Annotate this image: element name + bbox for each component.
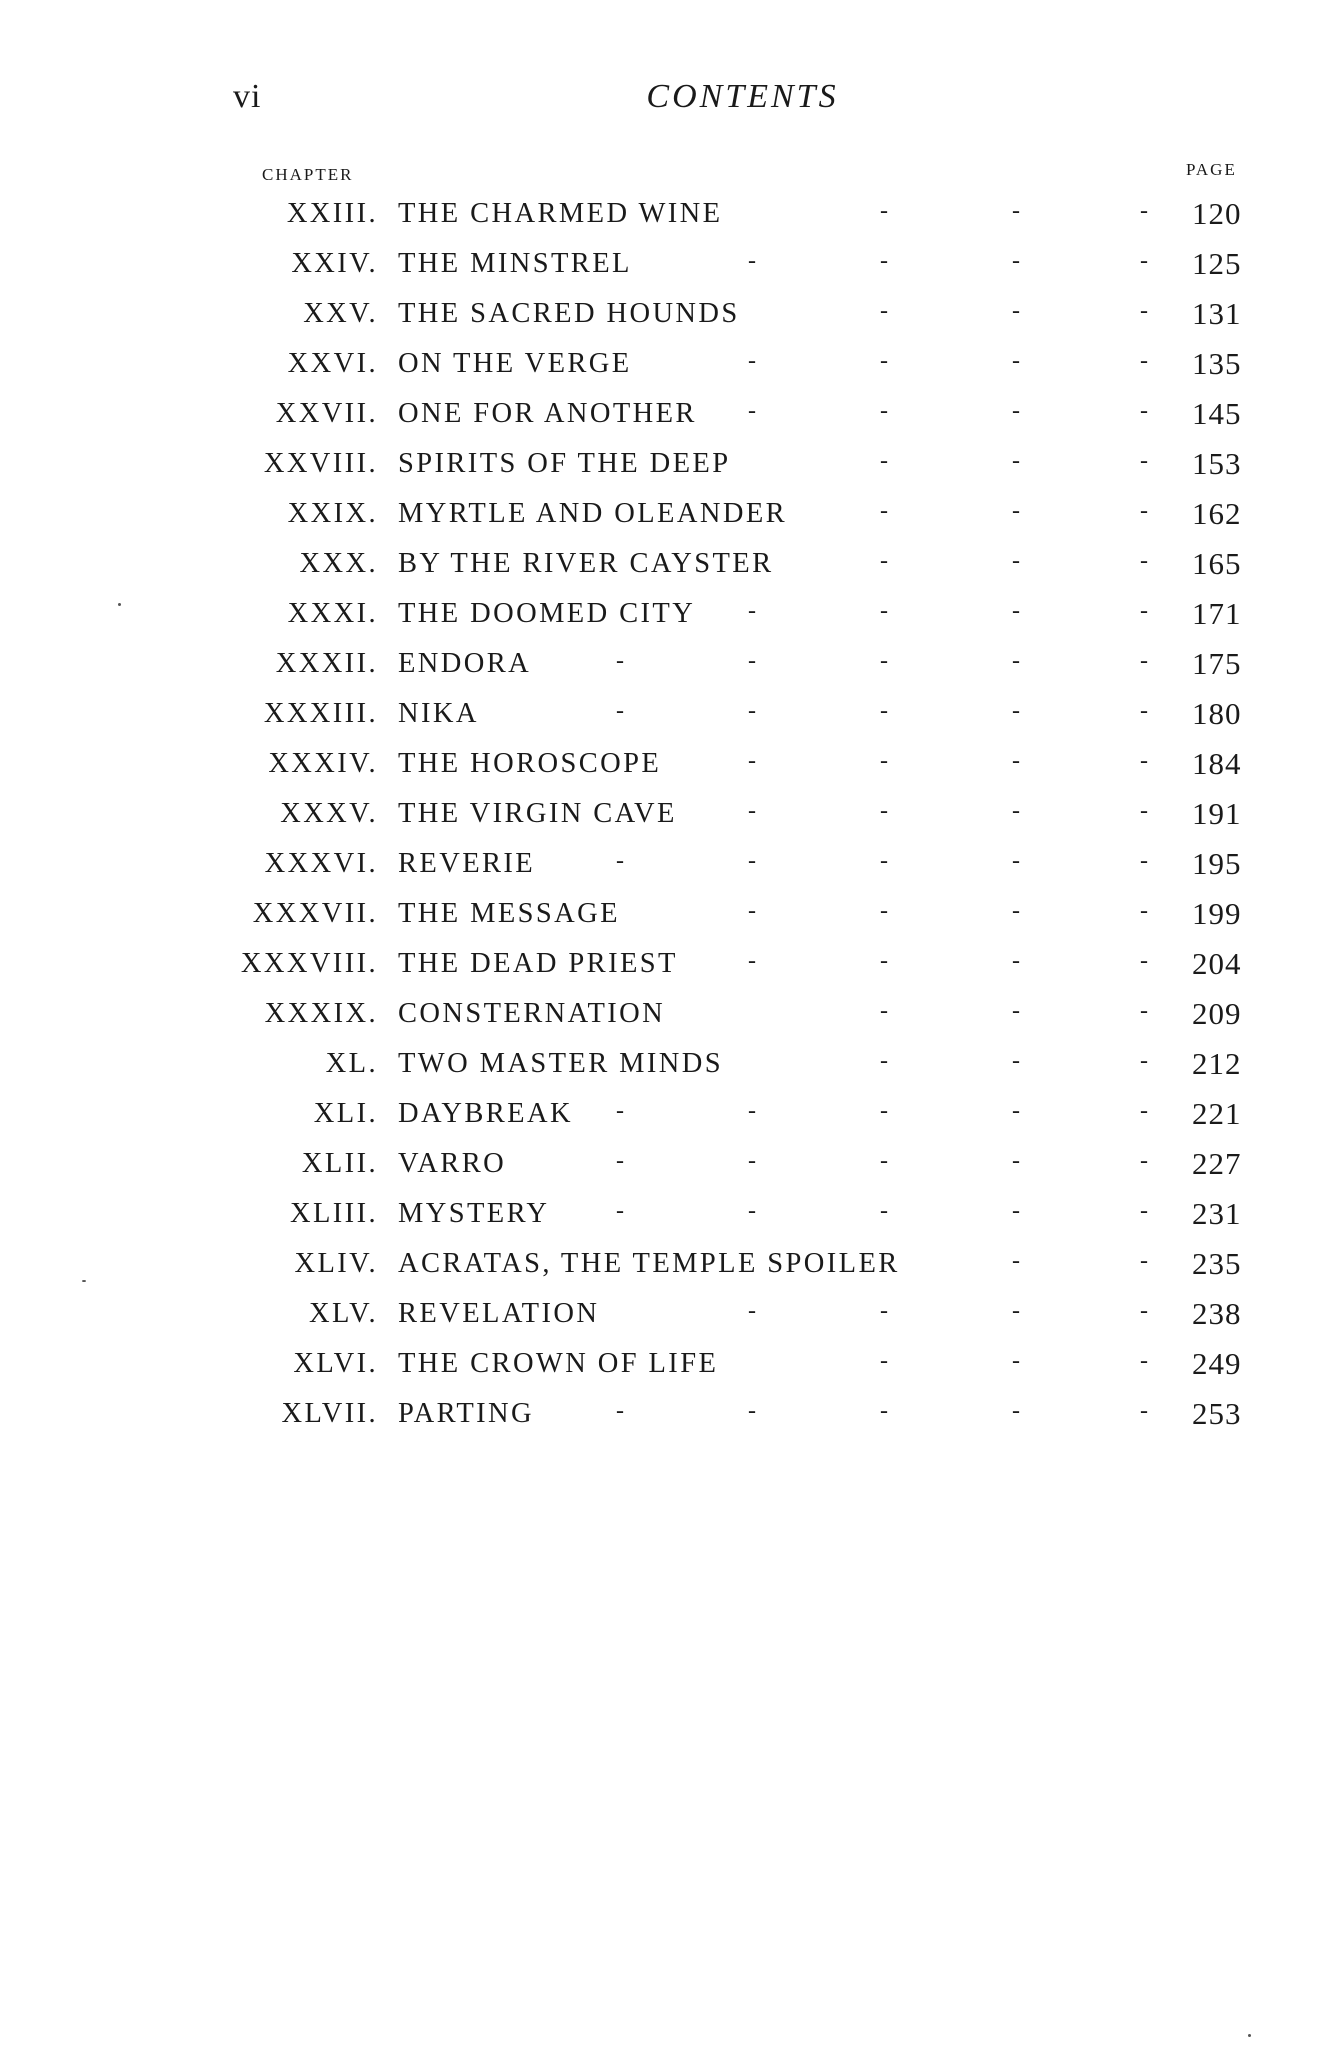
folio-page-number: vi bbox=[233, 78, 262, 115]
leader-dash: - bbox=[1012, 748, 1023, 774]
leader-dash: - bbox=[1140, 448, 1151, 474]
leader-dash: - bbox=[1012, 898, 1023, 924]
leader-dash: - bbox=[880, 1048, 891, 1074]
leader-dash: - bbox=[748, 248, 759, 274]
leader-dash: - bbox=[880, 498, 891, 524]
chapter-title: MYRTLE AND OLEANDER bbox=[398, 498, 788, 529]
chapter-number: XLV. bbox=[308, 1298, 378, 1329]
leader-dash: - bbox=[1012, 1048, 1023, 1074]
paper-speck bbox=[118, 603, 121, 606]
leader-dash: - bbox=[1012, 848, 1023, 874]
toc-entry bbox=[0, 1242, 1325, 1292]
chapter-number: XLII. bbox=[301, 1148, 378, 1179]
toc-entry bbox=[0, 1342, 1325, 1392]
chapter-title: THE HOROSCOPE bbox=[398, 748, 662, 779]
leader-dash: - bbox=[1012, 1098, 1023, 1124]
leader-dash: - bbox=[1012, 598, 1023, 624]
leader-dash: - bbox=[748, 748, 759, 774]
chapter-number: XXXV. bbox=[280, 798, 378, 829]
leader-dash: - bbox=[1012, 1248, 1023, 1274]
paper-speck bbox=[82, 1280, 86, 1282]
leader-dash: - bbox=[748, 398, 759, 424]
paper-speck bbox=[1248, 2034, 1251, 2037]
leader-dash: - bbox=[1012, 198, 1023, 224]
toc-entry bbox=[0, 292, 1325, 342]
leader-dash: - bbox=[880, 348, 891, 374]
chapter-title: ONE FOR ANOTHER bbox=[398, 398, 697, 429]
page-number: 235 bbox=[1192, 1246, 1242, 1281]
chapter-title: THE MINSTREL bbox=[398, 248, 632, 279]
chapter-title: ACRATAS, THE TEMPLE SPOILER bbox=[398, 1248, 900, 1279]
leader-dash: - bbox=[748, 648, 759, 674]
leader-dash: - bbox=[616, 1148, 627, 1174]
leader-dash: - bbox=[1012, 548, 1023, 574]
leader-dash: - bbox=[1140, 948, 1151, 974]
toc-entry bbox=[0, 592, 1325, 642]
page-number: 120 bbox=[1192, 196, 1242, 231]
leader-dash: - bbox=[1140, 998, 1151, 1024]
chapter-title: REVELATION bbox=[398, 1298, 600, 1329]
toc-entry bbox=[0, 442, 1325, 492]
chapter-number: XLIII. bbox=[290, 1198, 378, 1229]
page-number: 175 bbox=[1192, 646, 1242, 681]
leader-dash: - bbox=[880, 1298, 891, 1324]
leader-dash: - bbox=[1012, 998, 1023, 1024]
leader-dash: - bbox=[616, 1098, 627, 1124]
toc-entry bbox=[0, 1192, 1325, 1242]
page-number: 131 bbox=[1192, 296, 1242, 331]
toc-entry bbox=[0, 342, 1325, 392]
leader-dash: - bbox=[880, 248, 891, 274]
chapter-title: CONSTERNATION bbox=[398, 998, 666, 1029]
leader-dash: - bbox=[1012, 448, 1023, 474]
page-number: 191 bbox=[1192, 796, 1242, 831]
leader-dash: - bbox=[880, 448, 891, 474]
leader-dash: - bbox=[1012, 648, 1023, 674]
leader-dash: - bbox=[616, 698, 627, 724]
leader-dash: - bbox=[1140, 248, 1151, 274]
leader-dash: - bbox=[748, 348, 759, 374]
leader-dash: - bbox=[880, 698, 891, 724]
leader-dash: - bbox=[1012, 348, 1023, 374]
leader-dash: - bbox=[880, 1198, 891, 1224]
chapter-number: XXVII. bbox=[275, 398, 378, 429]
leader-dash: - bbox=[1012, 1148, 1023, 1174]
leader-dash: - bbox=[1140, 748, 1151, 774]
page-number: 162 bbox=[1192, 496, 1242, 531]
leader-dash: - bbox=[616, 1198, 627, 1224]
page-number: 249 bbox=[1192, 1346, 1242, 1381]
chapter-title: DAYBREAK bbox=[398, 1098, 573, 1129]
leader-dash: - bbox=[880, 748, 891, 774]
leader-dash: - bbox=[880, 1398, 891, 1424]
leader-dash: - bbox=[1140, 398, 1151, 424]
leader-dash: - bbox=[880, 648, 891, 674]
leader-dash: - bbox=[1140, 848, 1151, 874]
leader-dash: - bbox=[880, 298, 891, 324]
leader-dash: - bbox=[1012, 248, 1023, 274]
chapter-column-label: CHAPTER bbox=[262, 165, 354, 184]
toc-entry bbox=[0, 1142, 1325, 1192]
leader-dash: - bbox=[748, 598, 759, 624]
leader-dash: - bbox=[1140, 498, 1151, 524]
chapter-number: XXXVII. bbox=[252, 898, 378, 929]
chapter-number: XLVI. bbox=[293, 1348, 378, 1379]
leader-dash: - bbox=[748, 1198, 759, 1224]
page-number: 125 bbox=[1192, 246, 1242, 281]
chapter-number: XXXIX. bbox=[264, 998, 378, 1029]
leader-dash: - bbox=[880, 948, 891, 974]
chapter-number: XXV. bbox=[303, 298, 378, 329]
leader-dash: - bbox=[1012, 1398, 1023, 1424]
chapter-title: THE VIRGIN CAVE bbox=[398, 798, 677, 829]
chapter-title: NIKA bbox=[398, 698, 479, 729]
toc-entry bbox=[0, 542, 1325, 592]
page-number: 180 bbox=[1192, 696, 1242, 731]
chapter-title: ON THE VERGE bbox=[398, 348, 632, 379]
chapter-number: XXXVI. bbox=[264, 848, 378, 879]
page-number: 204 bbox=[1192, 946, 1242, 981]
table-of-contents bbox=[0, 192, 1325, 1442]
page-number: 199 bbox=[1192, 896, 1242, 931]
chapter-title: SPIRITS OF THE DEEP bbox=[398, 448, 731, 479]
chapter-number: XL. bbox=[325, 1048, 378, 1079]
leader-dash: - bbox=[880, 798, 891, 824]
leader-dash: - bbox=[1140, 698, 1151, 724]
leader-dash: - bbox=[880, 898, 891, 924]
chapter-title: TWO MASTER MINDS bbox=[398, 1048, 723, 1079]
leader-dash: - bbox=[1140, 348, 1151, 374]
leader-dash: - bbox=[880, 548, 891, 574]
leader-dash: - bbox=[1140, 1198, 1151, 1224]
leader-dash: - bbox=[1012, 698, 1023, 724]
toc-entry bbox=[0, 392, 1325, 442]
leader-dash: - bbox=[880, 598, 891, 624]
toc-entry bbox=[0, 992, 1325, 1042]
chapter-title: THE DOOMED CITY bbox=[398, 598, 696, 629]
leader-dash: - bbox=[1012, 498, 1023, 524]
chapter-number: XXXIV. bbox=[268, 748, 378, 779]
toc-entry bbox=[0, 642, 1325, 692]
leader-dash: - bbox=[1140, 1148, 1151, 1174]
leader-dash: - bbox=[748, 698, 759, 724]
page-number: 195 bbox=[1192, 846, 1242, 881]
chapter-title: THE CHARMED WINE bbox=[398, 198, 723, 229]
toc-entry bbox=[0, 1392, 1325, 1442]
leader-dash: - bbox=[748, 1098, 759, 1124]
leader-dash: - bbox=[748, 798, 759, 824]
page-number: 184 bbox=[1192, 746, 1242, 781]
running-head-title: CONTENTS bbox=[646, 78, 839, 115]
chapter-number: XXIV. bbox=[291, 248, 378, 279]
page-number: 253 bbox=[1192, 1396, 1242, 1431]
leader-dash: - bbox=[1140, 1048, 1151, 1074]
chapter-title: THE MESSAGE bbox=[398, 898, 620, 929]
page-number: 171 bbox=[1192, 596, 1242, 631]
chapter-title: PARTING bbox=[398, 1398, 534, 1429]
chapter-number: XXIII. bbox=[286, 198, 378, 229]
toc-entry bbox=[0, 242, 1325, 292]
leader-dash: - bbox=[1140, 898, 1151, 924]
chapter-number: XXXVIII. bbox=[240, 948, 378, 979]
leader-dash: - bbox=[880, 398, 891, 424]
chapter-number: XLIV. bbox=[294, 1248, 378, 1279]
chapter-title: REVERIE bbox=[398, 848, 536, 879]
chapter-title: MYSTERY bbox=[398, 1198, 550, 1229]
leader-dash: - bbox=[880, 198, 891, 224]
page-number: 231 bbox=[1192, 1196, 1242, 1231]
leader-dash: - bbox=[748, 948, 759, 974]
leader-dash: - bbox=[1140, 548, 1151, 574]
toc-entry bbox=[0, 942, 1325, 992]
leader-dash: - bbox=[1140, 1098, 1151, 1124]
leader-dash: - bbox=[1012, 1198, 1023, 1224]
leader-dash: - bbox=[1140, 1398, 1151, 1424]
leader-dash: - bbox=[1140, 298, 1151, 324]
chapter-number: XXVIII. bbox=[263, 448, 378, 479]
page-number: 209 bbox=[1192, 996, 1242, 1031]
leader-dash: - bbox=[1140, 1298, 1151, 1324]
chapter-number: XLI. bbox=[313, 1098, 378, 1129]
leader-dash: - bbox=[748, 898, 759, 924]
page-column-label: PAGE bbox=[1186, 160, 1237, 179]
chapter-number: XXX. bbox=[299, 548, 378, 579]
toc-entry bbox=[0, 842, 1325, 892]
leader-dash: - bbox=[616, 848, 627, 874]
toc-entry bbox=[0, 892, 1325, 942]
page-number: 221 bbox=[1192, 1096, 1242, 1131]
leader-dash: - bbox=[1012, 398, 1023, 424]
page-number: 153 bbox=[1192, 446, 1242, 481]
leader-dash: - bbox=[1140, 648, 1151, 674]
leader-dash: - bbox=[616, 1398, 627, 1424]
page-number: 145 bbox=[1192, 396, 1242, 431]
chapter-number: XLVII. bbox=[281, 1398, 378, 1429]
chapter-number: XXXIII. bbox=[263, 698, 378, 729]
leader-dash: - bbox=[880, 998, 891, 1024]
chapter-number: XXXII. bbox=[275, 648, 378, 679]
leader-dash: - bbox=[1140, 598, 1151, 624]
leader-dash: - bbox=[1140, 1348, 1151, 1374]
toc-entry bbox=[0, 1042, 1325, 1092]
leader-dash: - bbox=[748, 848, 759, 874]
chapter-title: VARRO bbox=[398, 1148, 507, 1179]
leader-dash: - bbox=[1140, 198, 1151, 224]
chapter-number: XXXI. bbox=[287, 598, 378, 629]
page-number: 238 bbox=[1192, 1296, 1242, 1331]
page-number: 165 bbox=[1192, 546, 1242, 581]
leader-dash: - bbox=[1012, 298, 1023, 324]
chapter-number: XXVI. bbox=[287, 348, 378, 379]
page-number: 227 bbox=[1192, 1146, 1242, 1181]
toc-entry bbox=[0, 692, 1325, 742]
toc-entry bbox=[0, 492, 1325, 542]
chapter-title: BY THE RIVER CAYSTER bbox=[398, 548, 774, 579]
leader-dash: - bbox=[880, 848, 891, 874]
leader-dash: - bbox=[1140, 798, 1151, 824]
leader-dash: - bbox=[616, 648, 627, 674]
leader-dash: - bbox=[1012, 1348, 1023, 1374]
page-number: 135 bbox=[1192, 346, 1242, 381]
leader-dash: - bbox=[1012, 948, 1023, 974]
leader-dash: - bbox=[880, 1148, 891, 1174]
toc-entry bbox=[0, 1292, 1325, 1342]
toc-entry bbox=[0, 192, 1325, 242]
page-number: 212 bbox=[1192, 1046, 1242, 1081]
chapter-number: XXIX. bbox=[287, 498, 378, 529]
leader-dash: - bbox=[748, 1148, 759, 1174]
toc-entry bbox=[0, 742, 1325, 792]
chapter-title: THE CROWN OF LIFE bbox=[398, 1348, 719, 1379]
leader-dash: - bbox=[748, 1298, 759, 1324]
leader-dash: - bbox=[880, 1348, 891, 1374]
chapter-title: THE SACRED HOUNDS bbox=[398, 298, 740, 329]
chapter-title: THE DEAD PRIEST bbox=[398, 948, 678, 979]
toc-entry bbox=[0, 792, 1325, 842]
leader-dash: - bbox=[880, 1098, 891, 1124]
leader-dash: - bbox=[1012, 1298, 1023, 1324]
chapter-title: ENDORA bbox=[398, 648, 532, 679]
leader-dash: - bbox=[1012, 798, 1023, 824]
toc-entry bbox=[0, 1092, 1325, 1142]
leader-dash: - bbox=[1140, 1248, 1151, 1274]
leader-dash: - bbox=[748, 1398, 759, 1424]
